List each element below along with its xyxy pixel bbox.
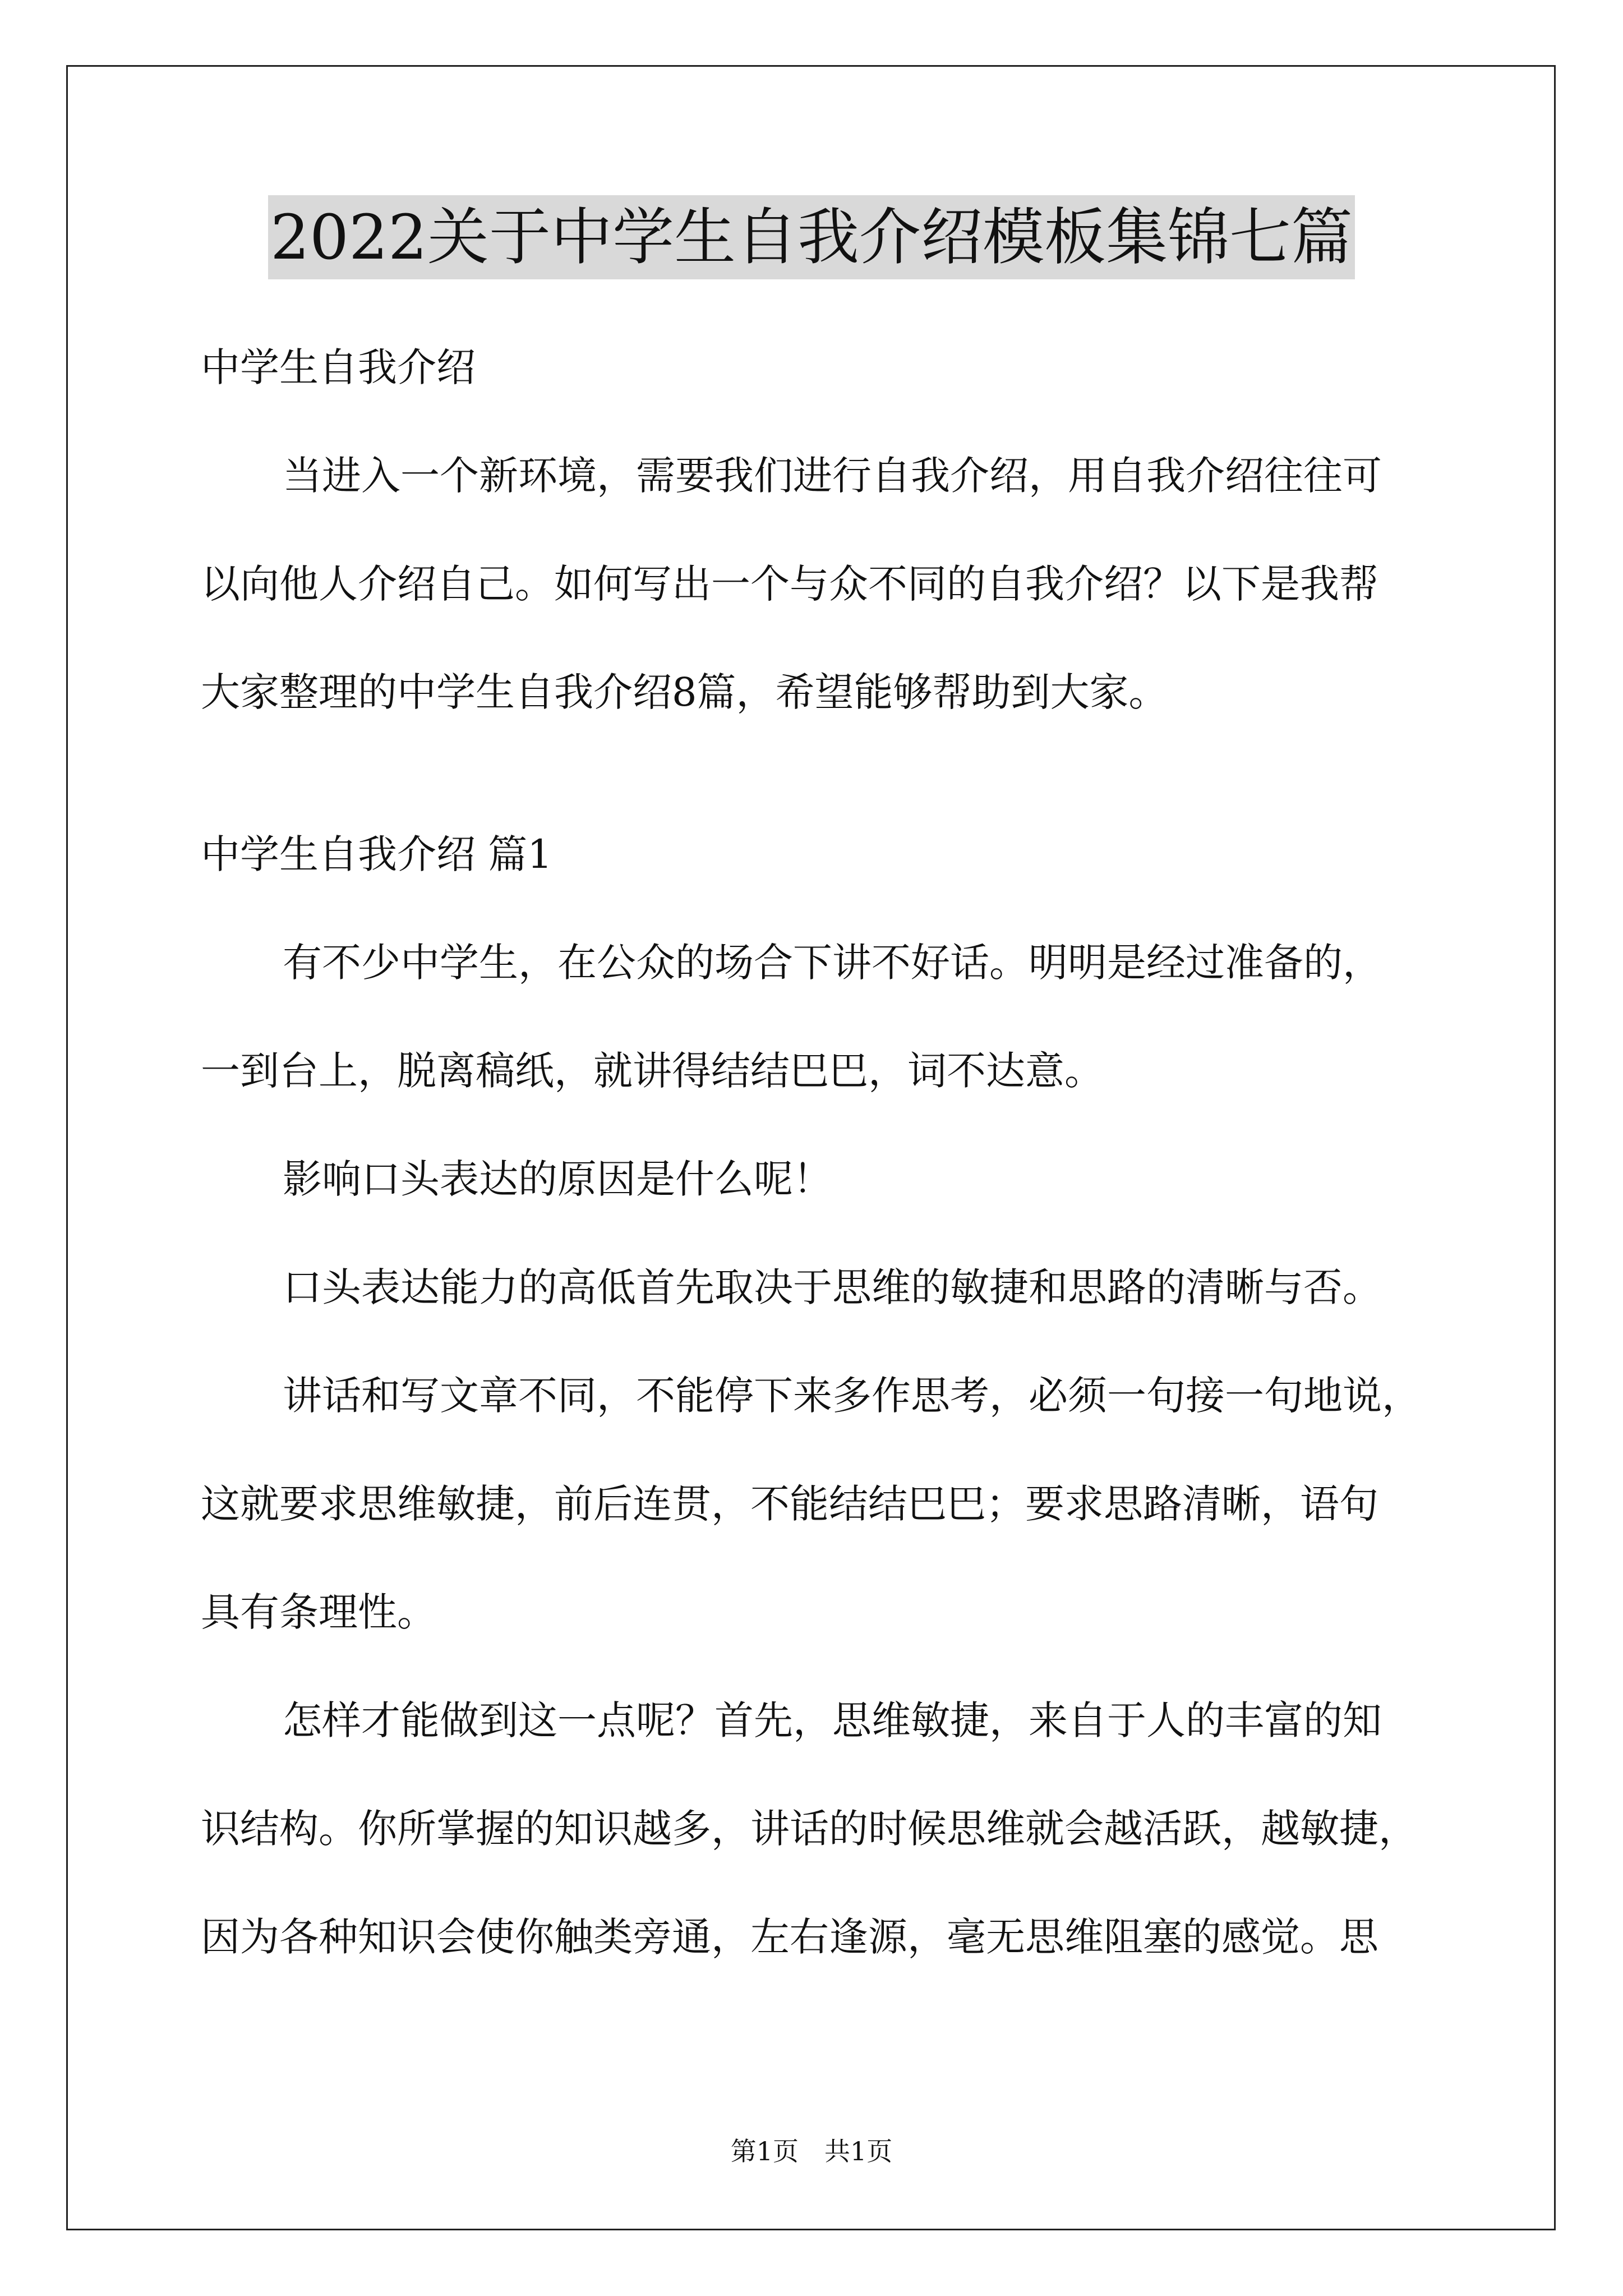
page-footer: 第1页 共1页 bbox=[730, 2136, 893, 2166]
paragraph-line: 因为各种知识会使你触类旁通，左右逢源，毫无思维阻塞的感觉。思 bbox=[201, 1914, 1378, 1960]
paragraph-line: 口头表达能力的高低首先取决于思维的敏捷和思路的清晰与否。 bbox=[283, 1264, 1382, 1310]
paragraph bbox=[201, 1370, 1435, 1637]
paragraph-line: 具有条理性。 bbox=[201, 1589, 436, 1635]
paragraph-line: 怎样才能做到这一点呢？首先，思维敏捷，来自于人的丰富的知 bbox=[283, 1697, 1382, 1743]
paragraph-line: 大家整理的中学生自我介绍8篇，希望能够帮助到大家。 bbox=[201, 669, 1168, 715]
paragraph bbox=[201, 1262, 1435, 1313]
paragraph-line: 识结构。你所掌握的知识越多，讲话的时候思维就会越活跃，越敏捷， bbox=[201, 1806, 1418, 1852]
paragraph bbox=[201, 937, 1435, 1096]
paragraph-line: 影响口头表达的原因是什么呢！ bbox=[283, 1156, 832, 1202]
part-heading: 中学生自我介绍 篇1 bbox=[201, 831, 552, 877]
spacer bbox=[201, 775, 1435, 829]
paragraph-line: 有不少中学生，在公众的场合下讲不好话。明明是经过准备的， bbox=[283, 940, 1382, 986]
paragraph-line: 讲话和写文章不同，不能停下来多作思考，必须一句接一句地说， bbox=[283, 1373, 1421, 1419]
paragraph bbox=[201, 1154, 1435, 1204]
document-title: 2022关于中学生自我介绍模板集锦七篇 bbox=[268, 195, 1355, 279]
paragraph-line: 这就要求思维敏捷，前后连贯，不能结结巴巴；要求思路清晰，语句 bbox=[201, 1481, 1378, 1527]
document-body bbox=[201, 342, 1435, 2020]
paragraph bbox=[201, 1695, 1435, 1962]
paragraph-line: 一到台上，脱离稿纸，就讲得结结巴巴，词不达意。 bbox=[201, 1048, 1104, 1094]
intro-paragraph bbox=[201, 450, 1435, 717]
paragraph-line: 当进入一个新环境，需要我们进行自我介绍，用自我介绍往往可 bbox=[283, 453, 1382, 499]
paragraph-line: 以向他人介绍自己。如何写出一个与众不同的自我介绍？以下是我帮 bbox=[201, 561, 1378, 607]
title-container bbox=[0, 195, 1623, 279]
section-heading: 中学生自我介绍 bbox=[201, 344, 476, 390]
